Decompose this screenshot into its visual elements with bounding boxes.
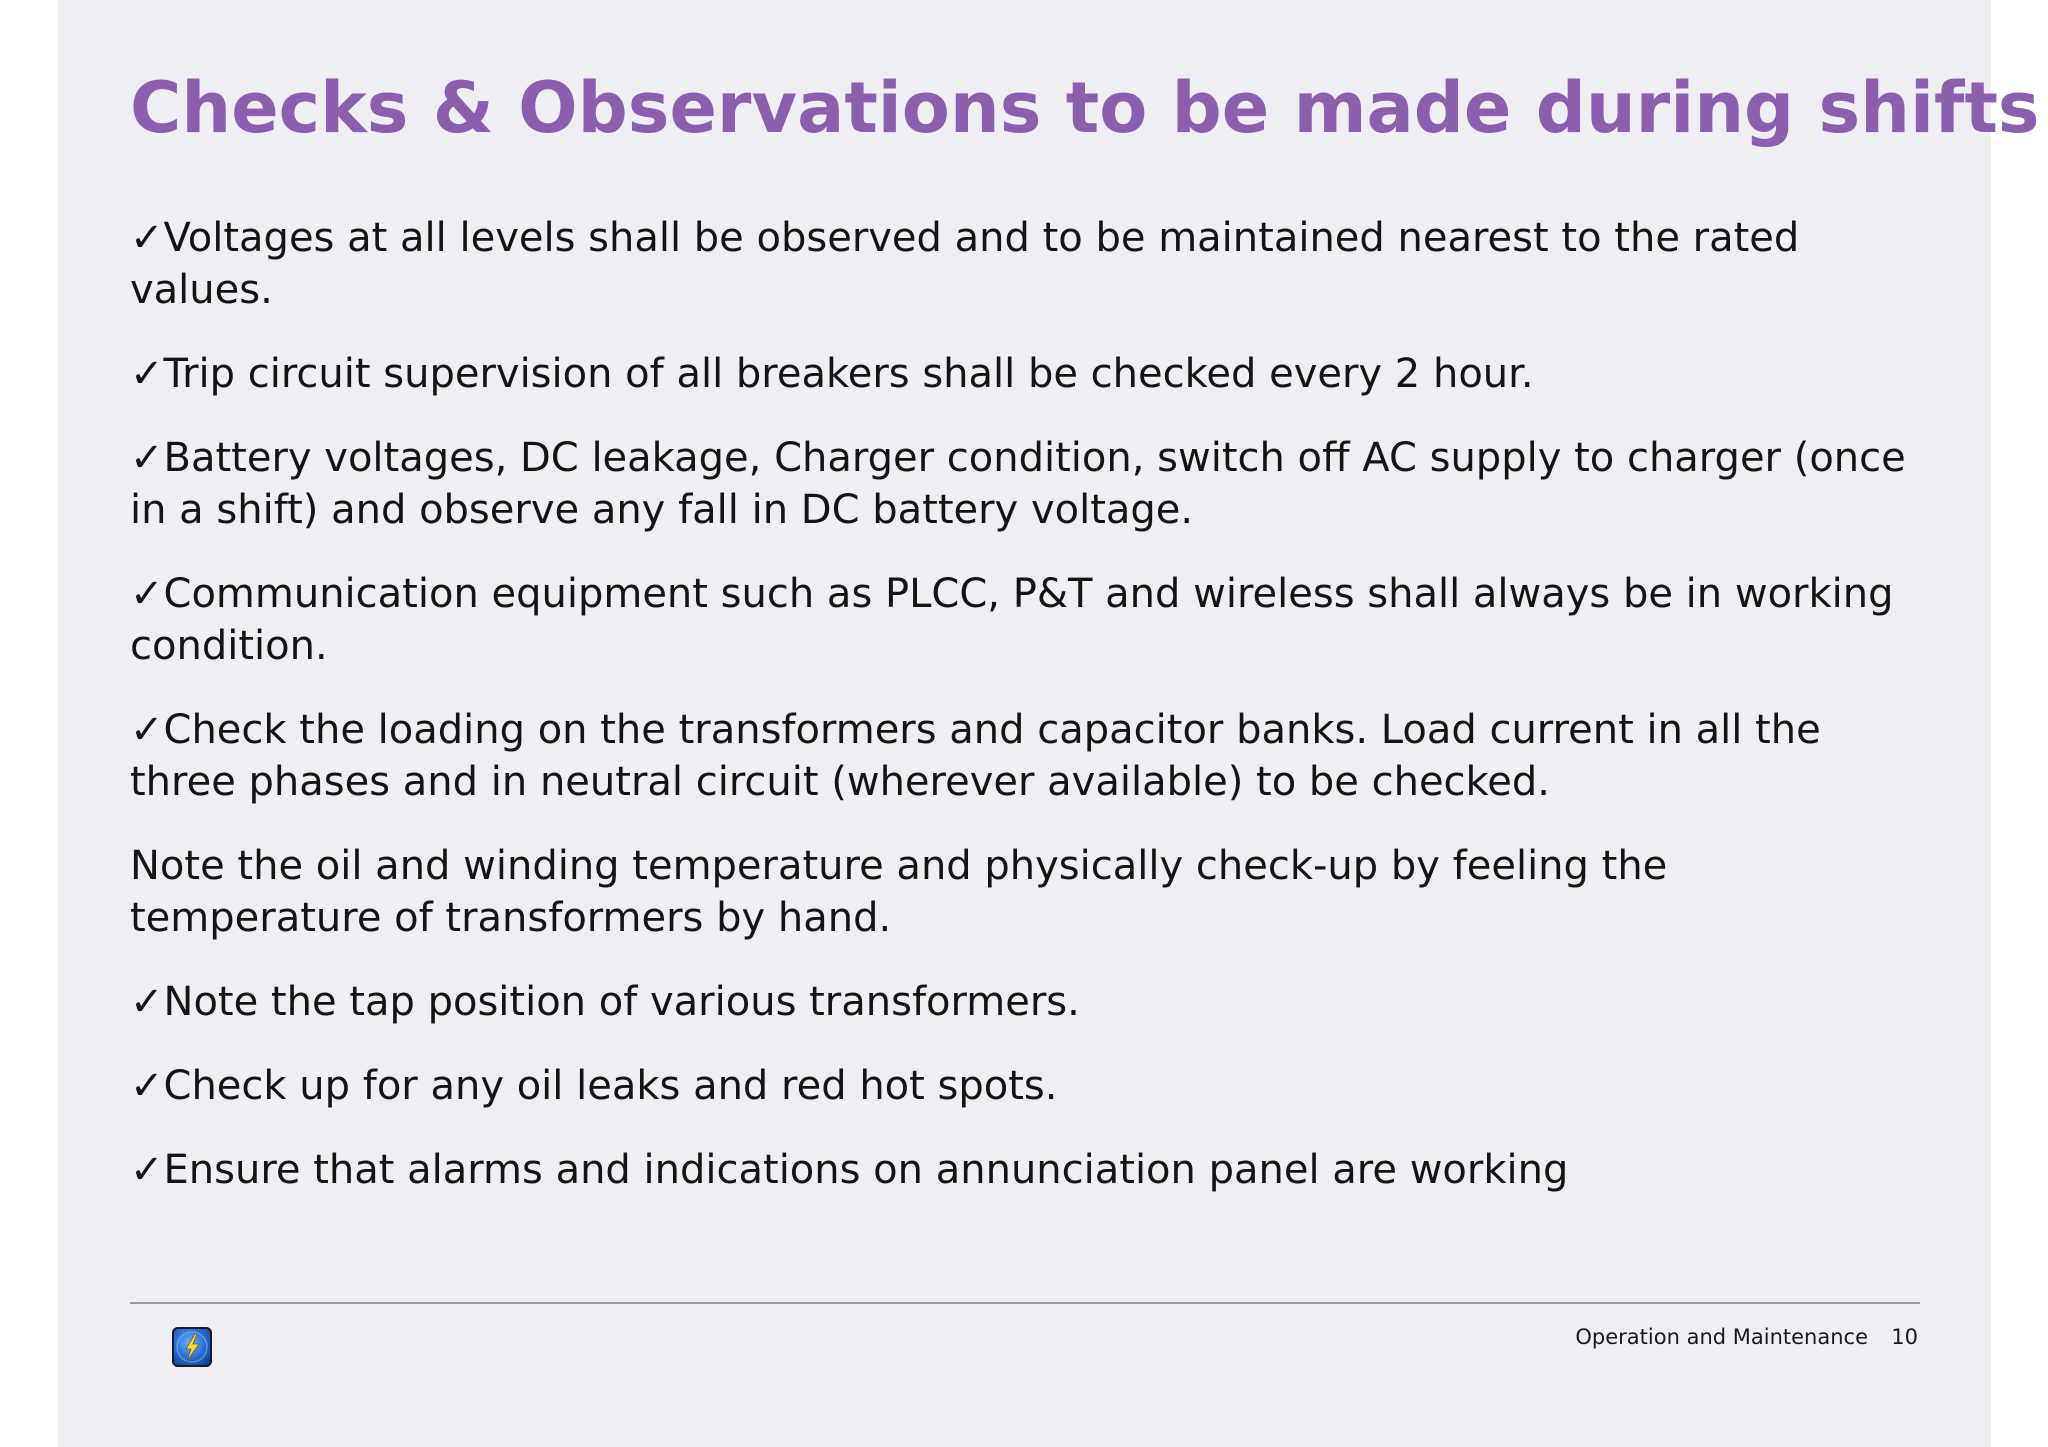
checklist-item-text: Note the tap position of various transformers. [163,979,1080,1025]
footer-title: Operation and Maintenance [1575,1325,1868,1349]
checklist-item [130,348,1930,400]
checklist-item-text: Check the loading on the transformers and capacitor banks. Load current in all the three phases and in neutral circuit (wherever available) to be checked. [130,707,1821,805]
check-icon: ✓ [130,435,164,481]
checklist-item [130,568,1930,672]
check-icon: ✓ [130,1063,164,1109]
checklist-item [130,432,1930,536]
checklist-item [130,212,1930,316]
checklist-item [130,976,1930,1028]
check-icon: ✓ [130,215,164,261]
check-icon: ✓ [130,707,164,753]
check-icon: ✓ [130,351,164,397]
check-icon: ✓ [130,1147,164,1193]
checklist-item [130,840,1930,944]
checklist-item-text: Note the oil and winding temperature and physically check-up by feeling the temperature of transformers by hand. [130,843,1668,941]
slide [58,0,2040,1447]
checklist-item-text: Check up for any oil leaks and red hot spots. [163,1063,1058,1109]
checklist-item [130,704,1930,808]
checklist-item-text: Voltages at all levels shall be observed and to be maintained nearest to the rated values. [130,215,1800,313]
checklist [130,212,1930,1228]
checklist-item [130,1060,1930,1112]
checklist-item-text: Communication equipment such as PLCC, P&T and wireless shall always be in working condition. [130,571,1894,669]
lightning-globe-icon [172,1327,212,1367]
footer-divider [130,1302,1920,1304]
page-number: 10 [1891,1325,1918,1349]
checklist-item-text: Ensure that alarms and indications on annunciation panel are working [163,1147,1569,1193]
check-icon: ✓ [130,571,164,617]
checklist-item-text: Trip circuit supervision of all breakers shall be checked every 2 hour. [163,351,1534,397]
slide-title: Checks & Observations to be made during shifts [130,67,2040,149]
checklist-item [130,1144,1930,1196]
check-icon: ✓ [130,979,164,1025]
checklist-item-text: Battery voltages, DC leakage, Charger condition, switch off AC supply to charger (once in a shift) and observe any fall in DC battery voltage. [130,435,1906,533]
